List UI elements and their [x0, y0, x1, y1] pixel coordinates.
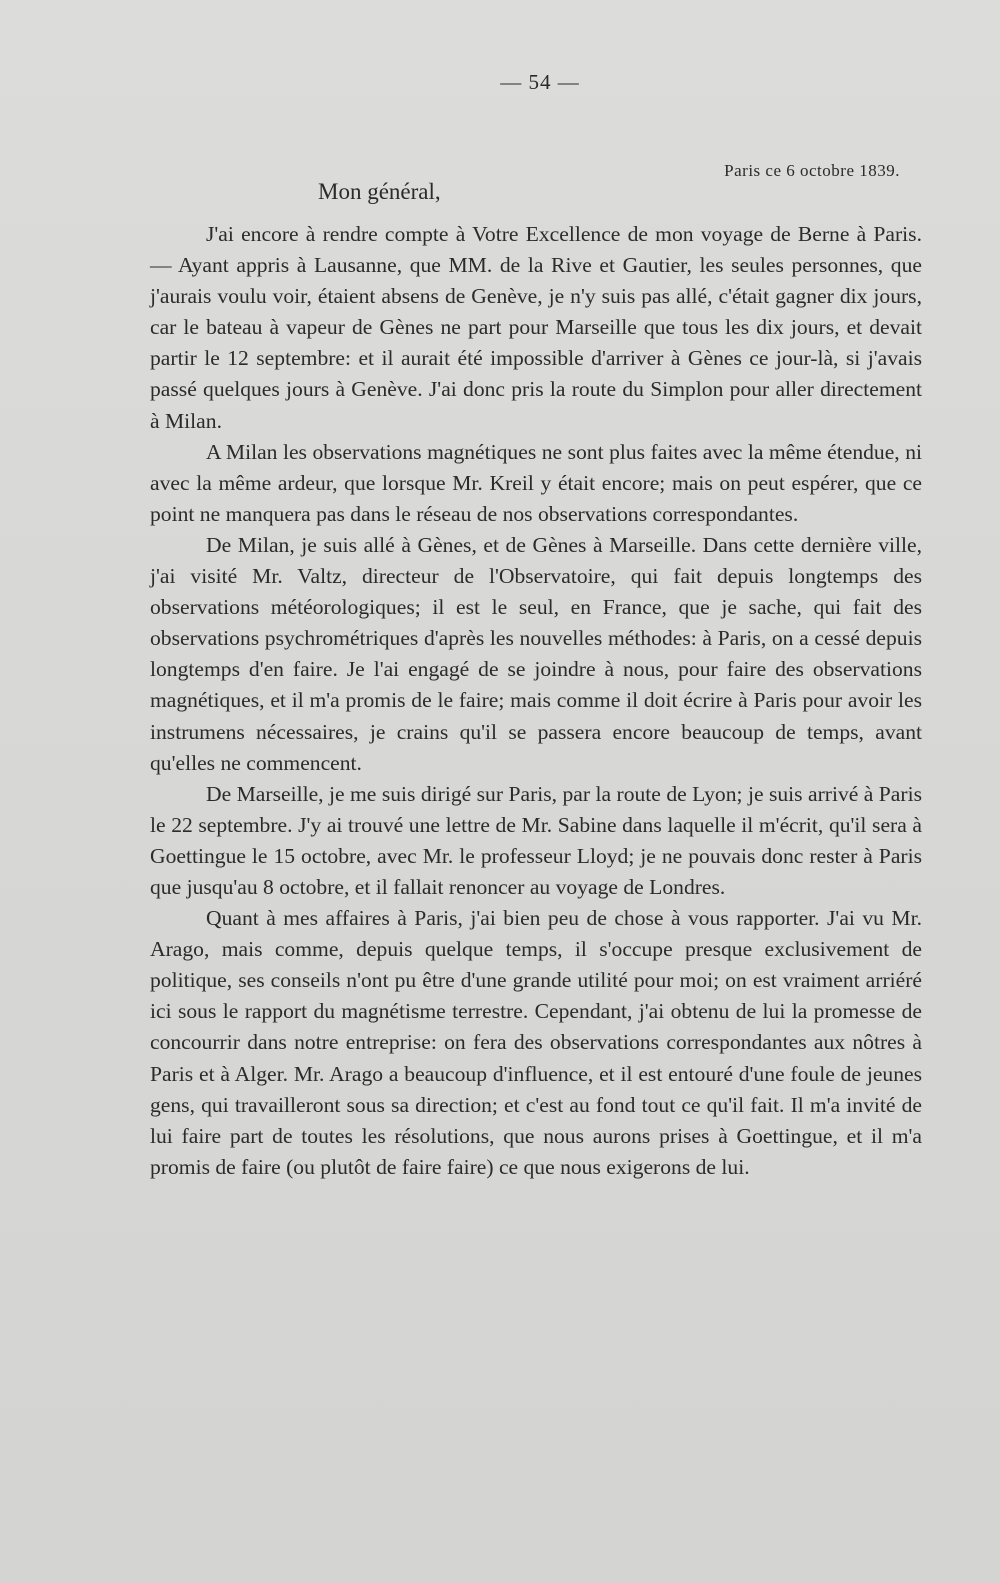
body-paragraph: J'ai encore à rendre compte à Votre Excellence de mon voyage de Berne à Paris. — Ayant appris à Lausanne, que MM. de la Rive et Gautier, les seules personnes, que j'aurais voulu voir, étaient absens de Genève, je n'y suis pas allé, c'était gagner dix jours, car le bateau à vapeur de Gènes ne part pour Marseille que tous les dix jours, et devait partir le 12 septembre: et il aurait été impossible d'arriver à Gènes ce jour-là, si j'avais passé quelques jours à Genève. J'ai donc pris la route du Simplon pour aller directement à Milan. — [150, 222, 922, 433]
body-paragraph: De Marseille, je me suis dirigé sur Paris, par la route de Lyon; je suis arrivé à Paris le 22 septembre. J'y ai trouvé une lettre de Mr. Sabine dans laquelle il m'écrit, qu'il sera à Goettingue le 15 octobre, avec Mr. le professeur Lloyd; je ne pouvais donc rester à Paris que jusqu'au 8 octobre, et il fallait renoncer au voyage de Londres. — [150, 781, 922, 899]
letter-salutation: Mon général, — [318, 179, 441, 204]
body-paragraph: A Milan les observations magnétiques ne sont plus faites avec la même étendue, ni avec la même ardeur, que lorsque Mr. Kreil y était encore; mais on peut espérer, que ce point ne manquera pas dans le réseau de nos observations correspondantes. — [150, 439, 922, 526]
body-paragraph: Quant à mes affaires à Paris, j'ai bien peu de chose à vous rapporter. J'ai vu Mr. Arago, mais comme, depuis quelque temps, il s'occupe presque exclusivement de politique, ses conseils n'ont pu être d'une grande utilité pour moi; on est vraiment arriéré ici sous le rapport du magnétisme terrestre. Cependant, j'ai obtenu de lui la promesse de concourrir dans notre entreprise: on fera des observations correspondantes aux nôtres à Paris et à Alger. Mr. Arago a beaucoup d'influence, et il est entouré d'une foule de jeunes gens, qui travailleront sous sa direction; et c'est au fond tout ce qu'il fait. Il m'a invité de lui faire part de toutes les résolutions, que nous aurons prises à Goettingue, et il m'a promis de faire (ou plutôt de faire faire) ce que nous exigerons de lui. — [150, 906, 922, 1179]
letter-dateline: Paris ce 6 octobre 1839. — [724, 161, 900, 180]
letter-body — [150, 219, 922, 1183]
body-paragraph: De Milan, je suis allé à Gènes, et de Gènes à Marseille. Dans cette dernière ville, j'ai visité Mr. Valtz, directeur de l'Observatoire, qui fait depuis longtemps des observations météorologiques; il est le seul, en France, que je sache, qui fait des observations psychrométriques d'après les nouvelles méthodes: à Paris, on a cessé depuis longtemps d'en faire. Je l'ai engagé de se joindre à nous, pour faire des observations magnétiques, et il m'a promis de le faire; mais comme il doit écrire à Paris pour avoir les instrumens nécessaires, je crains qu'il se passera encore beaucoup de temps, avant qu'elles ne commencent. — [150, 532, 922, 775]
page-number: — 54 — — [500, 70, 580, 94]
